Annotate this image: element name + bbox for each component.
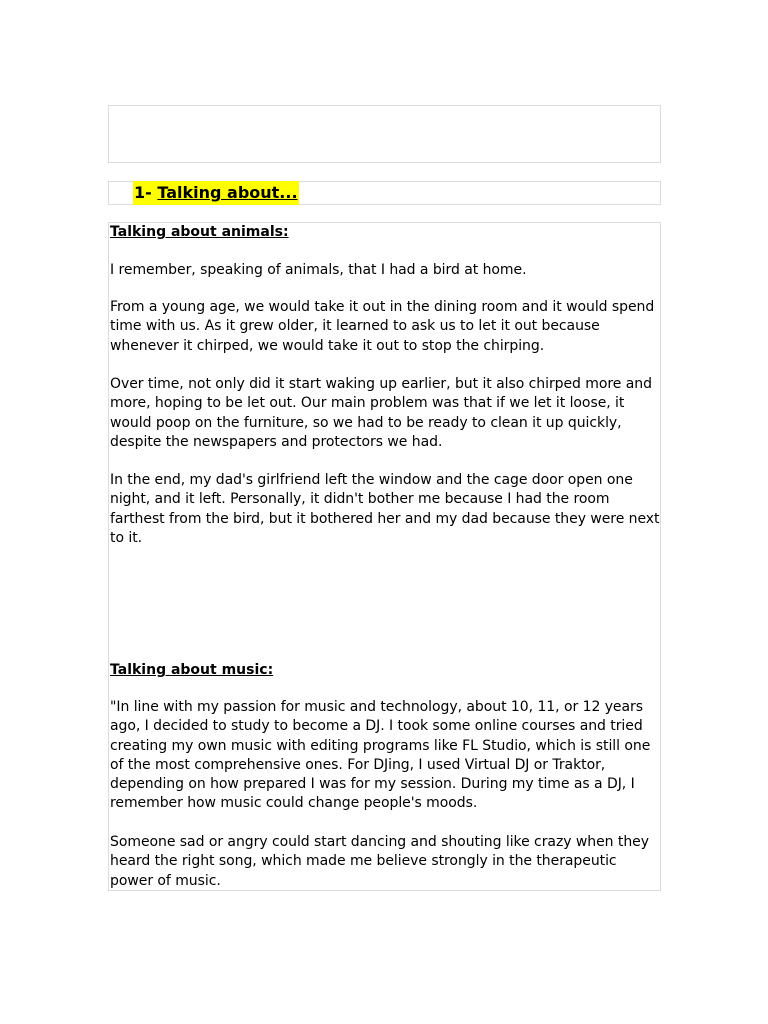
animals-paragraph-3: Over time, not only did it start waking up earlier, but it also chirped more and more, hoping to be let out. Our main problem was that if we let it loose, it would poop on the furniture, so we had to be ready to clean it up quickly, despite the newspapers and protectors we had. [110, 376, 652, 450]
animals-section-title: Talking about animals: [110, 224, 289, 240]
animals-paragraph-2: From a young age, we would take it out in the dining room and it would spend time with us. As it grew older, it learned to ask us to let it out because whenever it chirped, we would take it out to stop the chirping. [110, 299, 655, 354]
section-heading [133, 181, 299, 205]
animals-paragraph-1: I remember, speaking of animals, that I had a bird at home. [110, 262, 527, 278]
heading-number: 1- [134, 183, 158, 202]
empty-header-box [108, 105, 661, 163]
music-section-title: Talking about music: [110, 662, 274, 678]
music-paragraph-1: "In line with my passion for music and technology, about 10, 11, or 12 years ago, I decided to study to become a DJ. I took some online courses and tried creating my own music with editing programs like FL Studio, which is still one of the most comprehensive ones. For DJing, I used Virtual DJ or Traktor, depending on how prepared I was for my session. During my time as a DJ, I remember how music could change people's moods. [110, 699, 651, 812]
heading-title: Talking about... [157, 183, 298, 202]
music-paragraph-2: Someone sad or angry could start dancing and shouting like crazy when they heard the right song, which made me believe strongly in the therapeutic power of music. [110, 834, 649, 889]
animals-paragraph-4: In the end, my dad's girlfriend left the window and the cage door open one night, and it left. Personally, it didn't bother me because I had the room farthest from the bird, but it bothered her and my dad because they were next to it. [110, 472, 660, 546]
